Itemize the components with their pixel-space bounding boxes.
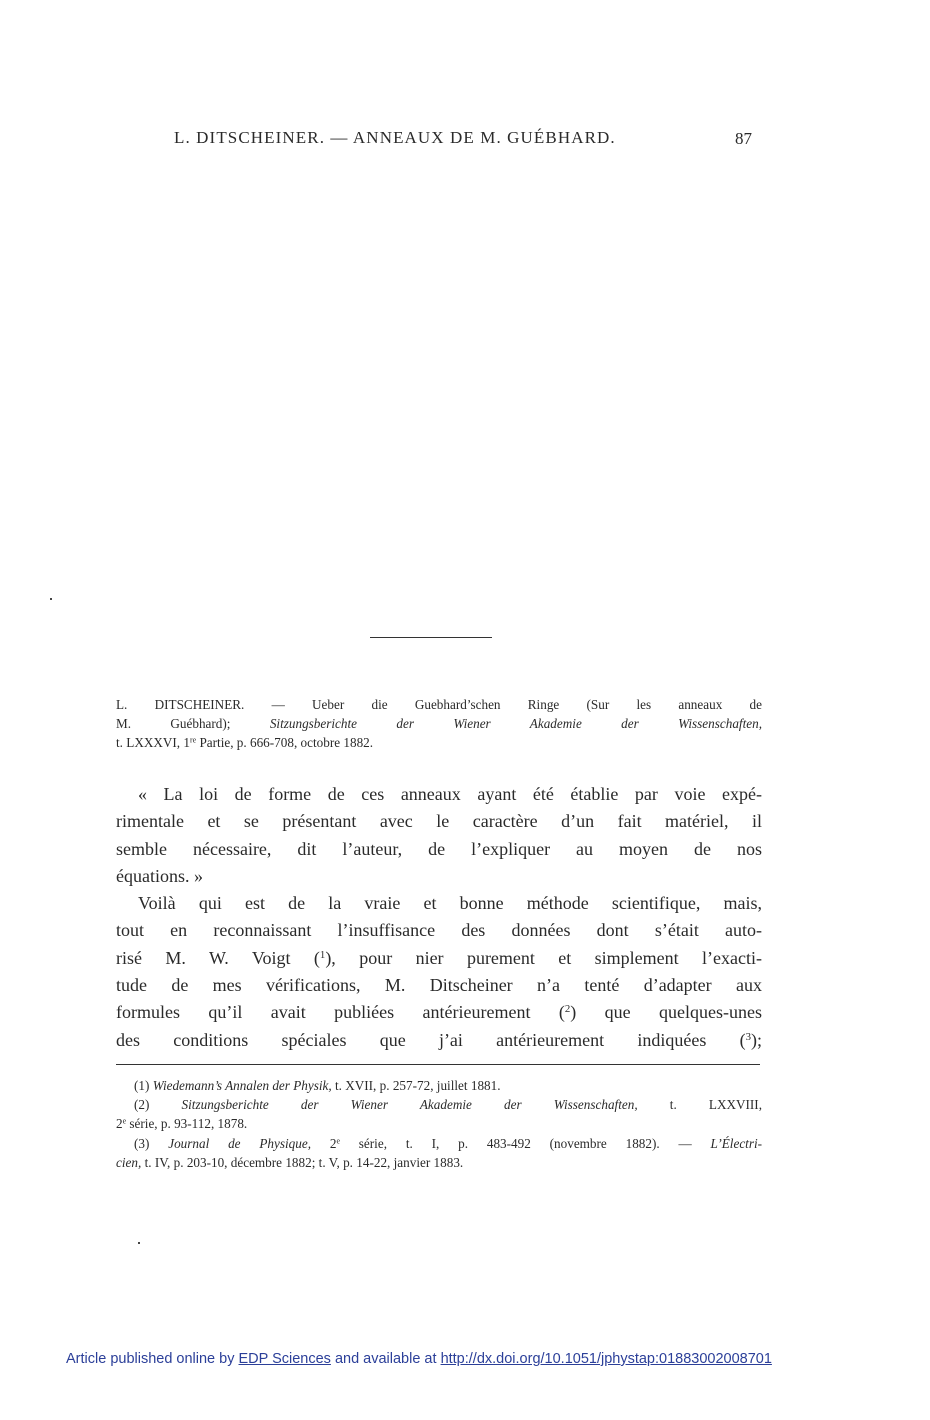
footnote-text: t. XVII, p. 257-72, juillet 1881.	[331, 1078, 501, 1093]
reference-line	[116, 733, 762, 752]
reference-superscript: re	[190, 735, 197, 745]
page-number: 87	[735, 129, 752, 148]
footnote-3-cont	[116, 1153, 762, 1172]
body-line: équations. »	[116, 865, 203, 886]
notice-text: and available at	[330, 1351, 441, 1367]
body-text	[116, 781, 762, 1054]
footnote-text: t. IV, p. 203-10, décembre 1882; t. V, p. 14-22, janvier 1883.	[141, 1154, 464, 1170]
body-line: rimentale et se présentant avec le caractère d’un fait matériel, il	[116, 811, 762, 832]
footnote-1	[116, 1076, 762, 1095]
body-line: semble nécessaire, dit l’auteur, de l’expliquer au moyen de nos	[116, 838, 762, 859]
footnote-superscript: e	[336, 1136, 340, 1146]
bibliographic-reference	[116, 695, 762, 752]
footnote-journal: Sitzungsberichte der Wiener Akademie der Wissenschaften,	[181, 1097, 638, 1113]
body-line	[116, 1027, 762, 1054]
running-header	[0, 128, 930, 158]
footnote-journal: cien,	[116, 1154, 142, 1170]
footnote-text: 2	[116, 1116, 123, 1132]
body-line: tout en reconnaissant l’insuffisance des données dont s’était auto-	[116, 920, 762, 941]
body-line	[116, 945, 762, 972]
footnote-mark: (2)	[134, 1097, 150, 1113]
footnote-text: série, p. 93-112, 1878.	[126, 1116, 248, 1132]
stray-mark	[138, 1242, 140, 1244]
body-line	[116, 999, 762, 1026]
footnotes	[116, 1076, 762, 1172]
footnote-journal: L’Électri-	[710, 1135, 763, 1151]
footnote-mark: (3)	[134, 1135, 150, 1151]
footnote-text: t. LXXVIII,	[637, 1097, 762, 1113]
running-title: L. DITSCHEINER. — ANNEAUX DE M. GUÉBHARD.	[174, 128, 616, 147]
footnote-text: série, t. I, p. 483-492 (novembre 1882). —	[339, 1135, 711, 1151]
footnote-journal: Wiedemann’s Annalen der Physik,	[152, 1078, 332, 1093]
reference-text: M. Guébhard);	[116, 716, 270, 731]
reference-author: L. DITSCHEINER.	[116, 697, 245, 712]
body-line: tude de mes vérifications, M. Ditscheiner n’a tenté d’adapter aux	[116, 975, 762, 996]
section-divider	[370, 637, 492, 638]
footnote-text: 2	[311, 1135, 337, 1151]
footnote-2-cont	[116, 1114, 762, 1133]
reference-text: Partie, p. 666-708, octobre 1882.	[196, 735, 374, 750]
footnote-journal: Journal de Physique,	[168, 1135, 312, 1151]
footnote-2	[116, 1095, 762, 1114]
footnote-ref: 2	[564, 1003, 571, 1016]
body-line: « La loi de forme de ces anneaux ayant été établie par voie expé-	[138, 784, 762, 804]
reference-line	[116, 714, 762, 733]
body-line: Voilà qui est de la vraie et bonne méthode scientifique, mais,	[138, 893, 762, 914]
publication-notice	[66, 1351, 772, 1367]
footnote-3	[116, 1134, 762, 1153]
reference-text: t. LXXXVI, 1	[116, 735, 190, 750]
body-text-segment: );	[751, 1029, 762, 1050]
footnote-ref: 3	[745, 1030, 751, 1043]
body-text-segment: des conditions spéciales que j’ai antérieurement indiquées (	[116, 1029, 746, 1050]
notice-text: Article published online by	[66, 1351, 239, 1367]
footnote-superscript: e	[122, 1117, 127, 1127]
stray-mark	[50, 598, 52, 600]
doi-link[interactable]: http://dx.doi.org/10.1051/jphystap:01883002008701	[440, 1351, 772, 1367]
body-text-segment: risé M. W. Voigt (	[116, 947, 320, 968]
body-text-segment: formules qu’il avait publiées antérieurement (	[116, 1002, 565, 1023]
body-text-segment: ) que quelques-unes	[570, 1002, 762, 1023]
footnote-ref: 1	[319, 948, 326, 961]
publisher-link[interactable]: EDP Sciences	[238, 1351, 331, 1367]
reference-journal: Sitzungsberichte der Wiener Akademie der Wissenschaften,	[269, 716, 762, 731]
body-text-segment: ), pour nier purement et simplement l’exacti-	[325, 947, 763, 968]
footnote-divider	[116, 1064, 760, 1065]
reference-line	[116, 695, 762, 714]
reference-title: — Ueber die Guebhard’schen Ringe (Sur les anneaux de	[244, 697, 762, 712]
footnote-mark: (1)	[134, 1078, 150, 1093]
